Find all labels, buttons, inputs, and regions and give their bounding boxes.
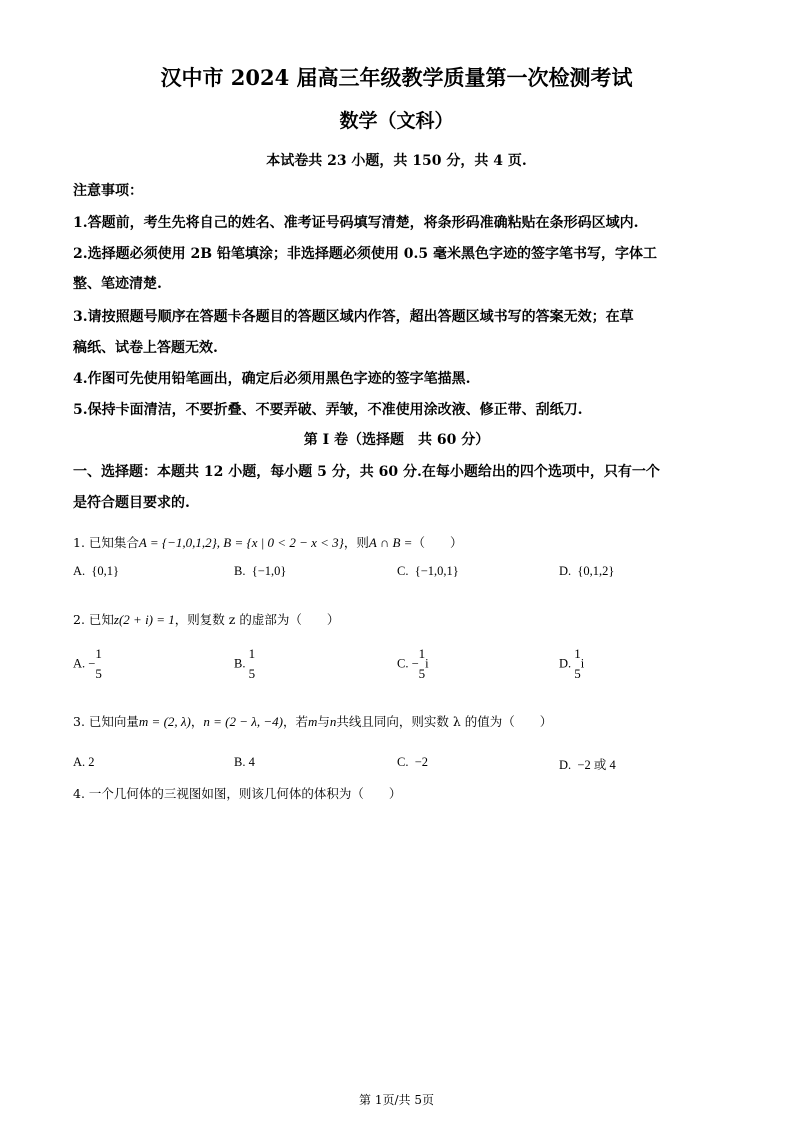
option-1d: D. {0,1,2} — [559, 564, 615, 578]
question-2-math: z(2 + i) = 1 — [113, 612, 175, 627]
question-1-prefix: 1. 已知集合 — [73, 535, 139, 550]
part-instructions-cont: 是符合题目要求的. — [73, 495, 190, 511]
page-footer: 第 1页/共 5页 — [359, 1093, 434, 1107]
option-2b: B. 1 5 — [234, 646, 256, 681]
option-3d: D. −2 或 4 — [559, 758, 616, 772]
option-3a: A. 2 — [73, 755, 95, 769]
option-2d: D. 1 5 i — [559, 646, 585, 681]
question-1-math: A = {−1,0,1,2}, B = {x | 0 < 2 − x < 3} — [138, 535, 344, 550]
question-1-mid: ，则 — [343, 535, 369, 550]
question-2-suffix: ，则复数 z 的虚部为（ ） — [174, 612, 340, 627]
question-2-prefix: 2. 已知 — [73, 612, 114, 627]
notice-item: 2.选择题必须使用 2B 铅笔填涂；非选择题必须使用 0.5 毫米黑色字迹的签字笔书写，字体工 — [73, 246, 658, 262]
question-1-suffix: （ ） — [412, 535, 463, 550]
option-2c: C. − 1 5 i — [397, 646, 429, 681]
notice-item: 稿纸、试卷上答题无效. — [73, 340, 218, 356]
section-title: 第 I 卷（选择题 共 60 分） — [303, 432, 490, 448]
question-4: 4. 一个几何体的三视图如图，则该几何体的体积为（ ） — [73, 786, 402, 801]
question-1-math2: A ∩ B = — [368, 535, 413, 550]
option-1c: C. {−1,0,1} — [397, 564, 459, 578]
notice-item: 5.保持卡面清洁，不要折叠、不要弄破、弄皱，不准使用涂改液、修正带、刮纸刀. — [73, 402, 583, 418]
exam-title: 汉中市 2024 届高三年级教学质量第一次检测考试 — [160, 65, 633, 90]
exam-subtitle: 数学（文科） — [339, 110, 454, 132]
option-3b: B. 4 — [234, 755, 255, 769]
option-1a: A. {0,1} — [73, 564, 120, 578]
notice-heading: 注意事项： — [73, 183, 143, 199]
question-3: 3. 已知向量m = (2, λ)，n = (2 − λ, −4)，若m与n共线且同向，则实数 λ 的值为（ ） — [73, 714, 553, 729]
option-1b: B. {−1,0} — [234, 564, 287, 578]
question-2 — [73, 610, 339, 628]
question-1 — [73, 533, 462, 551]
notice-item: 4.作图可先使用铅笔画出，确定后必须用黑色字迹的签字笔描黑. — [73, 371, 471, 387]
question-3-prefix: 3. 已知向量 — [73, 714, 139, 729]
option-3c: C. −2 — [397, 755, 429, 769]
notice-item: 整、笔迹清楚. — [73, 276, 162, 292]
question-3-math1: m = (2, λ) — [138, 714, 191, 729]
question-3-suffix: 共线且同向，则实数 λ 的值为（ ） — [336, 714, 553, 729]
question-3-math2: n = (2 − λ, −4) — [203, 714, 283, 729]
notice-item: 1.答题前，考生先将自己的姓名、准考证号码填写清楚，将条形码准确粘贴在条形码区域内. — [73, 215, 639, 231]
part-instructions: 一、选择题：本题共 12 小题，每小题 5 分，共 60 分.在每小题给出的四个选项中，只有一个 — [73, 464, 660, 480]
option-2a: A. − 1 5 — [73, 646, 102, 681]
exam-info: 本试卷共 23 小题，共 150 分，共 4 页. — [266, 153, 527, 169]
notice-item: 3.请按照题号顺序在答题卡各题目的答题区域内作答，超出答题区域书写的答案无效；在草 — [73, 309, 634, 325]
